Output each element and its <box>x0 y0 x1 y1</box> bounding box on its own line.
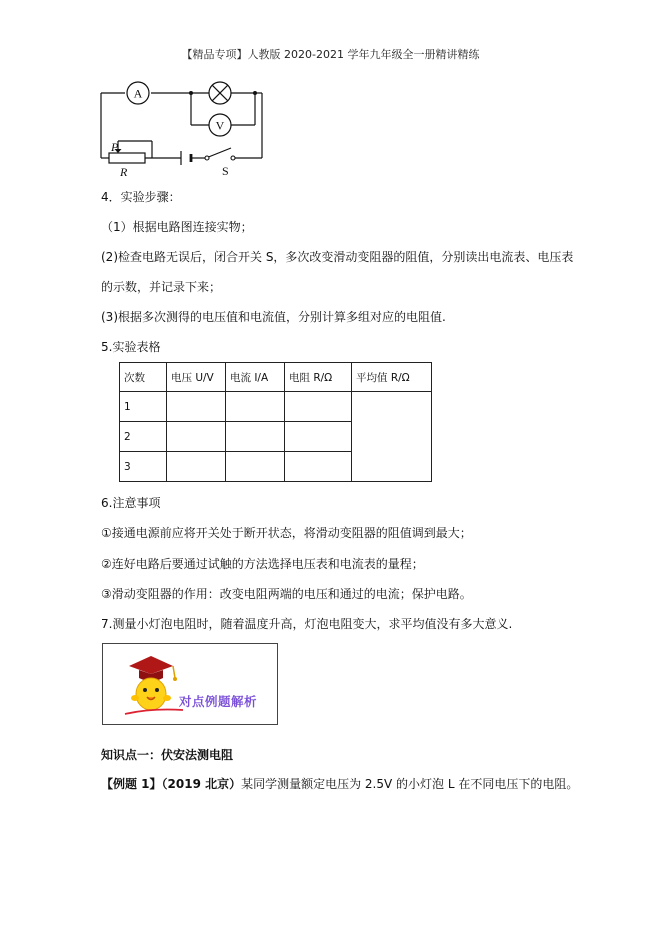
step4-item-3: (3)根据多次测得的电压值和电流值，分别计算多组对应的电阻值. <box>101 310 446 324</box>
switch-label: S <box>222 164 229 178</box>
item-7: 7.测量小灯泡电阻时，随着温度升高，灯泡电阻变大，求平均值没有多大意义. <box>101 617 513 631</box>
table-header-cell: 平均值 R/Ω <box>352 363 432 392</box>
switch-icon <box>209 148 232 157</box>
circuit-diagram <box>95 78 275 180</box>
resistor-label: R <box>120 165 128 179</box>
table-header-cell: 次数 <box>120 363 167 392</box>
ammeter-label: A <box>133 86 143 101</box>
slider-label: P <box>111 140 119 154</box>
note-1: ①接通电源前应将开关处于断开状态，将滑动变阻器的阻值调到最大； <box>101 526 472 540</box>
table-header-cell: 电阻 R/Ω <box>285 363 352 392</box>
table-cell <box>285 452 352 482</box>
step4-item-1: （1）根据电路图连接实物； <box>101 220 253 234</box>
step4-item-2a: (2)检查电路无误后，闭合开关 S，多次改变滑动变阻器的阻值，分别读出电流表、电压表 <box>101 250 574 264</box>
table-cell-index: 3 <box>120 452 167 482</box>
note-2: ②连好电路后要通过试触的方法选择电压表和电流表的量程； <box>101 557 424 571</box>
experiment-table <box>119 362 432 482</box>
table-cell <box>167 422 226 452</box>
section-logo <box>102 643 278 725</box>
step4-heading: 4．实验步骤： <box>101 190 181 204</box>
table-header-row <box>120 363 432 392</box>
table-row <box>120 392 432 422</box>
table-cell <box>226 392 285 422</box>
example-label: 【例题 1】 <box>101 777 162 791</box>
graduate-cap-chick-icon <box>121 652 185 718</box>
example-text: 某同学测量额定电压为 2.5V 的小灯泡 L 在不同电压下的电阻。 <box>241 777 579 791</box>
table-cell-average <box>352 392 432 482</box>
knowledge-title: 知识点一：伏安法测电阻 <box>101 748 234 762</box>
example-1 <box>101 775 578 792</box>
voltmeter-label: V <box>215 118 225 133</box>
table-cell <box>285 422 352 452</box>
table-cell <box>167 392 226 422</box>
notes-heading: 6.注意事项 <box>101 496 161 510</box>
rheostat-icon <box>109 153 145 163</box>
logo-title: 对点例题解析 <box>179 694 258 709</box>
note-3: ③滑动变阻器的作用：改变电阻两端的电压和通过的电流；保护电路。 <box>101 587 472 601</box>
page-header: 【精品专项】人教版 2020-2021 学年九年级全一册精讲精练 <box>181 48 480 61</box>
table-header-cell: 电压 U/V <box>167 363 226 392</box>
table-cell <box>285 392 352 422</box>
table-cell <box>226 422 285 452</box>
table-heading: 5.实验表格 <box>101 340 161 354</box>
table-cell <box>167 452 226 482</box>
table-cell-index: 1 <box>120 392 167 422</box>
example-source: （2019 北京） <box>161 777 242 791</box>
table-header-cell: 电流 I/A <box>226 363 285 392</box>
table-cell-index: 2 <box>120 422 167 452</box>
table-cell <box>226 452 285 482</box>
step4-item-2b: 的示数，并记录下来； <box>101 280 222 294</box>
